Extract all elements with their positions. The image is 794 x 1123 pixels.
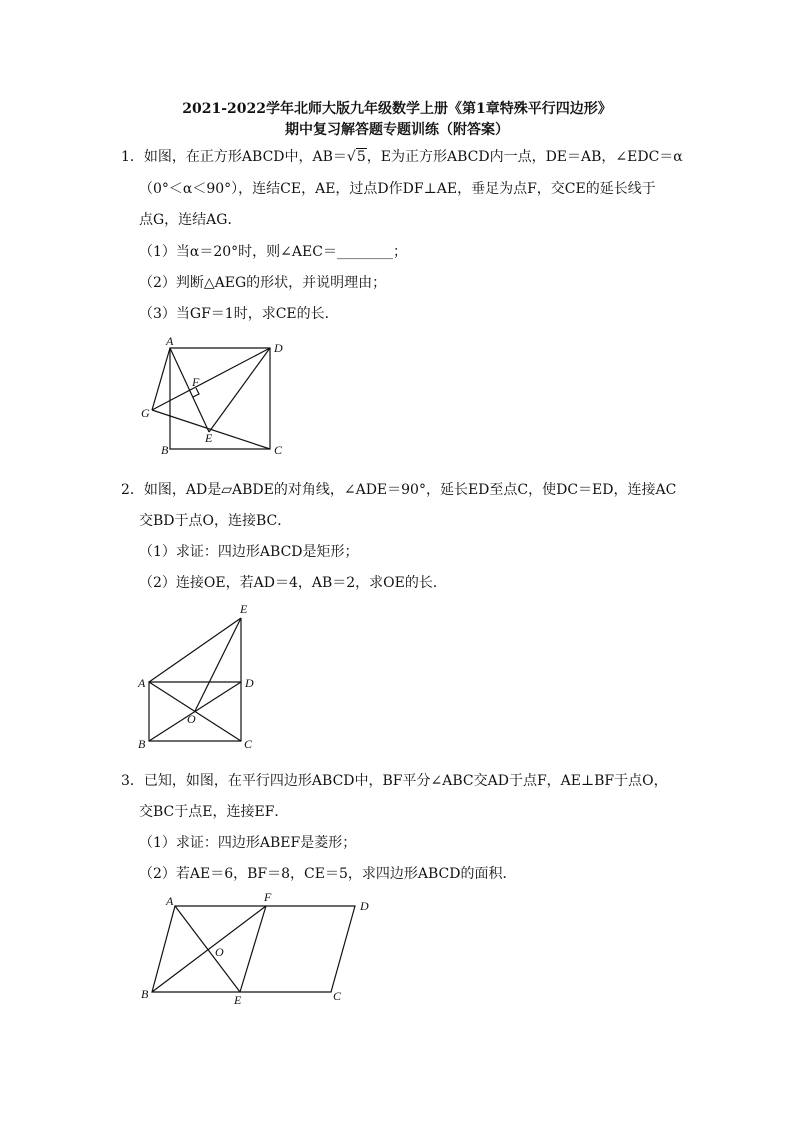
q3-label-f: F [264,890,272,904]
q3-label-b: B [141,987,149,1001]
q1-label-c: C [274,443,283,457]
sqrt-symbol: √ [346,149,356,165]
q3-line-2: 交BC于点E，连接EF． [139,804,289,820]
q2-label-d: D [245,676,254,690]
q2-label-o: O [187,712,196,726]
q3-segment-ef [240,906,266,992]
document-title-line-2: 期中复习解答题专题训练（附答案） [285,122,509,138]
q1-part-1: （1）当α＝20°时，则∠AEC＝________； [139,244,407,260]
q1-line-2: （0°＜α＜90°），连结CE，AE，过点D作DF⊥AE，垂足为点F，交CE的延长线于 [139,181,656,197]
q1-label-f: F [192,375,200,389]
q3-line-1: 3．已知，如图，在平行四边形ABCD中，BF平分∠ABC交AD于点F，AE⊥BF于点O， [121,773,668,789]
q1-label-d: D [274,341,283,355]
q1-line-1-end: ，E为正方形ABCD内一点，DE＝AB，∠EDC＝α [366,149,683,165]
q1-line-1-start: 1．如图，在正方形ABCD中，AB＝ [121,149,347,165]
sqrt-radicand: 5 [356,149,366,165]
q1-part-2: （2）判断△AEG的形状，并说明理由； [139,275,387,291]
q2-label-c: C [244,737,253,751]
q3-label-e: E [234,993,242,1007]
q3-label-a: A [166,894,174,908]
q1-part-3: （3）当GF＝1时，求CE的长． [139,306,339,322]
q3-label-c: C [333,989,342,1003]
q3-label-o: O [215,945,224,959]
q3-segment-ae [175,906,240,992]
q1-label-b: B [161,443,169,457]
q1-label-e: E [205,431,213,445]
q2-label-a: A [138,676,146,690]
q1-line-3: 点G，连结AG． [139,212,242,228]
q2-line-1: 2．如图，AD是▱ABDE的对角线，∠ADE＝90°，延长ED至点C，使DC＝ED，连接AC [121,482,677,498]
q3-part-1: （1）求证：四边形ABEF是菱形； [139,835,357,851]
q3-segment-bf [152,906,266,992]
q3-label-d: D [360,899,369,913]
q1-label-a: A [166,334,174,348]
q2-line-2: 交BD于点O，连接BC． [139,513,292,529]
q2-label-b: B [138,737,146,751]
q3-part-2: （2）若AE＝6，BF＝8，CE＝5，求四边形ABCD的面积． [139,866,517,882]
q1-label-g: G [141,406,150,420]
document-title-line-1: 2021-2022学年北师大版九年级数学上册《第1章特殊平行四边形》 [182,101,612,117]
q2-label-e: E [240,602,248,616]
q2-part-2: （2）连接OE，若AD＝4，AB＝2，求OE的长． [139,575,447,591]
q2-part-1: （1）求证：四边形ABCD是矩形； [139,544,359,560]
